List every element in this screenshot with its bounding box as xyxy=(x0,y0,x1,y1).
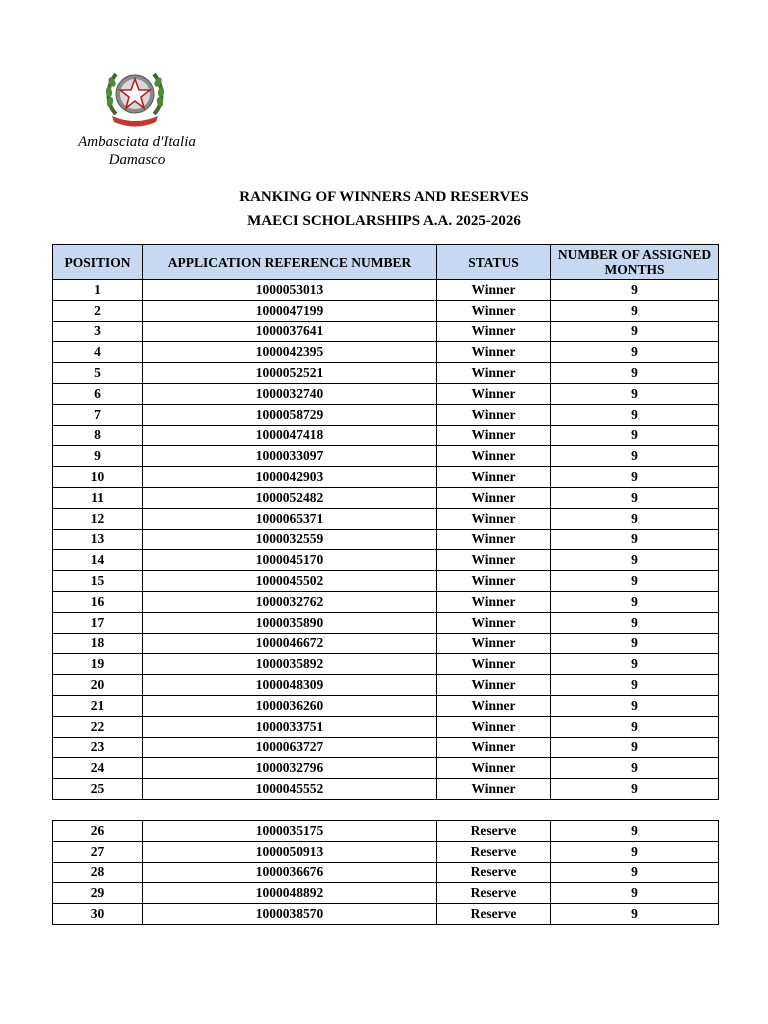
cell-months: 9 xyxy=(551,821,719,842)
cell-position: 13 xyxy=(53,529,143,550)
column-header-status: STATUS xyxy=(437,245,551,280)
table-row xyxy=(53,363,719,384)
cell-months: 9 xyxy=(551,508,719,529)
cell-reference-number: 1000033097 xyxy=(143,446,437,467)
cell-position: 5 xyxy=(53,363,143,384)
cell-position: 16 xyxy=(53,591,143,612)
cell-status: Winner xyxy=(437,591,551,612)
cell-months: 9 xyxy=(551,425,719,446)
cell-status: Winner xyxy=(437,529,551,550)
table-row xyxy=(53,321,719,342)
cell-months: 9 xyxy=(551,300,719,321)
cell-status: Winner xyxy=(437,446,551,467)
cell-position: 8 xyxy=(53,425,143,446)
cell-reference-number: 1000042903 xyxy=(143,467,437,488)
cell-reference-number: 1000048892 xyxy=(143,883,437,904)
cell-months: 9 xyxy=(551,633,719,654)
cell-position: 23 xyxy=(53,737,143,758)
table-row xyxy=(53,425,719,446)
cell-reference-number: 1000036676 xyxy=(143,862,437,883)
table-row xyxy=(53,675,719,696)
cell-status: Winner xyxy=(437,321,551,342)
cell-position: 3 xyxy=(53,321,143,342)
cell-months: 9 xyxy=(551,571,719,592)
cell-position: 22 xyxy=(53,716,143,737)
cell-reference-number: 1000053013 xyxy=(143,280,437,301)
cell-months: 9 xyxy=(551,716,719,737)
cell-months: 9 xyxy=(551,695,719,716)
document-title xyxy=(0,186,768,234)
cell-reference-number: 1000048309 xyxy=(143,675,437,696)
cell-status: Reserve xyxy=(437,862,551,883)
cell-months: 9 xyxy=(551,675,719,696)
cell-months: 9 xyxy=(551,779,719,800)
table-row xyxy=(53,383,719,404)
embassy-line-2: Damasco xyxy=(108,152,166,168)
table-row xyxy=(53,487,719,508)
cell-months: 9 xyxy=(551,467,719,488)
cell-reference-number: 1000050913 xyxy=(143,841,437,862)
table-row xyxy=(53,529,719,550)
cell-position: 10 xyxy=(53,467,143,488)
cell-reference-number: 1000047418 xyxy=(143,425,437,446)
table-row xyxy=(53,695,719,716)
cell-status: Reserve xyxy=(437,841,551,862)
cell-position: 21 xyxy=(53,695,143,716)
table-header-row xyxy=(53,245,719,280)
cell-months: 9 xyxy=(551,904,719,925)
cell-reference-number: 1000035892 xyxy=(143,654,437,675)
cell-status: Winner xyxy=(437,280,551,301)
cell-reference-number: 1000045552 xyxy=(143,779,437,800)
table-row xyxy=(53,633,719,654)
cell-months: 9 xyxy=(551,883,719,904)
table-row xyxy=(53,758,719,779)
cell-position: 6 xyxy=(53,383,143,404)
cell-months: 9 xyxy=(551,591,719,612)
cell-reference-number: 1000058729 xyxy=(143,404,437,425)
cell-reference-number: 1000036260 xyxy=(143,695,437,716)
cell-status: Winner xyxy=(437,737,551,758)
cell-position: 29 xyxy=(53,883,143,904)
cell-months: 9 xyxy=(551,404,719,425)
cell-status: Winner xyxy=(437,654,551,675)
cell-reference-number: 1000035890 xyxy=(143,612,437,633)
table-row xyxy=(53,550,719,571)
cell-position: 26 xyxy=(53,821,143,842)
table-row xyxy=(53,904,719,925)
cell-position: 19 xyxy=(53,654,143,675)
cell-position: 7 xyxy=(53,404,143,425)
cell-months: 9 xyxy=(551,862,719,883)
cell-reference-number: 1000045170 xyxy=(143,550,437,571)
cell-status: Winner xyxy=(437,363,551,384)
table-row xyxy=(53,446,719,467)
cell-status: Reserve xyxy=(437,883,551,904)
cell-position: 9 xyxy=(53,446,143,467)
cell-months: 9 xyxy=(551,654,719,675)
cell-position: 27 xyxy=(53,841,143,862)
cell-status: Winner xyxy=(437,550,551,571)
cell-reference-number: 1000037641 xyxy=(143,321,437,342)
table-row xyxy=(53,467,719,488)
embassy-line-1: Ambasciata d'Italia xyxy=(78,134,196,150)
cell-reference-number: 1000032559 xyxy=(143,529,437,550)
table-row xyxy=(53,883,719,904)
cell-reference-number: 1000052482 xyxy=(143,487,437,508)
table-row xyxy=(53,342,719,363)
cell-position: 12 xyxy=(53,508,143,529)
table-row xyxy=(53,404,719,425)
cell-months: 9 xyxy=(551,383,719,404)
table-row xyxy=(53,716,719,737)
cell-months: 9 xyxy=(551,342,719,363)
cell-position: 28 xyxy=(53,862,143,883)
table-row xyxy=(53,862,719,883)
column-header-months: NUMBER OF ASSIGNED MONTHS xyxy=(551,245,719,280)
cell-status: Winner xyxy=(437,779,551,800)
cell-status: Winner xyxy=(437,633,551,654)
cell-status: Winner xyxy=(437,342,551,363)
cell-months: 9 xyxy=(551,280,719,301)
cell-status: Winner xyxy=(437,425,551,446)
cell-reference-number: 1000038570 xyxy=(143,904,437,925)
cell-status: Winner xyxy=(437,695,551,716)
cell-position: 14 xyxy=(53,550,143,571)
cell-status: Reserve xyxy=(437,821,551,842)
cell-reference-number: 1000052521 xyxy=(143,363,437,384)
cell-position: 18 xyxy=(53,633,143,654)
cell-months: 9 xyxy=(551,737,719,758)
cell-months: 9 xyxy=(551,487,719,508)
italian-republic-emblem-icon xyxy=(104,66,166,132)
cell-position: 24 xyxy=(53,758,143,779)
cell-status: Winner xyxy=(437,612,551,633)
cell-status: Winner xyxy=(437,571,551,592)
cell-position: 25 xyxy=(53,779,143,800)
cell-status: Winner xyxy=(437,404,551,425)
cell-months: 9 xyxy=(551,550,719,571)
cell-position: 20 xyxy=(53,675,143,696)
cell-status: Winner xyxy=(437,716,551,737)
table-row xyxy=(53,300,719,321)
cell-reference-number: 1000033751 xyxy=(143,716,437,737)
cell-status: Reserve xyxy=(437,904,551,925)
cell-position: 1 xyxy=(53,280,143,301)
table-row xyxy=(53,280,719,301)
column-header-position: POSITION xyxy=(53,245,143,280)
table-row xyxy=(53,654,719,675)
title-line-2: MAECI SCHOLARSHIPS A.A. 2025-2026 xyxy=(247,213,521,229)
cell-status: Winner xyxy=(437,758,551,779)
embassy-name xyxy=(62,133,212,169)
cell-status: Winner xyxy=(437,508,551,529)
cell-reference-number: 1000045502 xyxy=(143,571,437,592)
reserves-table xyxy=(52,820,719,925)
cell-position: 30 xyxy=(53,904,143,925)
cell-reference-number: 1000063727 xyxy=(143,737,437,758)
cell-reference-number: 1000047199 xyxy=(143,300,437,321)
cell-reference-number: 1000065371 xyxy=(143,508,437,529)
cell-status: Winner xyxy=(437,467,551,488)
cell-months: 9 xyxy=(551,321,719,342)
cell-months: 9 xyxy=(551,363,719,384)
cell-status: Winner xyxy=(437,487,551,508)
cell-months: 9 xyxy=(551,758,719,779)
table-row xyxy=(53,821,719,842)
column-header-reference: APPLICATION REFERENCE NUMBER xyxy=(143,245,437,280)
cell-position: 11 xyxy=(53,487,143,508)
cell-status: Winner xyxy=(437,675,551,696)
cell-months: 9 xyxy=(551,612,719,633)
cell-months: 9 xyxy=(551,529,719,550)
table-row xyxy=(53,508,719,529)
cell-status: Winner xyxy=(437,300,551,321)
cell-reference-number: 1000032740 xyxy=(143,383,437,404)
cell-reference-number: 1000032796 xyxy=(143,758,437,779)
table-row xyxy=(53,779,719,800)
table-row xyxy=(53,591,719,612)
cell-status: Winner xyxy=(437,383,551,404)
cell-position: 17 xyxy=(53,612,143,633)
cell-reference-number: 1000035175 xyxy=(143,821,437,842)
cell-position: 15 xyxy=(53,571,143,592)
cell-position: 2 xyxy=(53,300,143,321)
table-row xyxy=(53,571,719,592)
cell-reference-number: 1000032762 xyxy=(143,591,437,612)
table-row xyxy=(53,841,719,862)
cell-reference-number: 1000046672 xyxy=(143,633,437,654)
cell-months: 9 xyxy=(551,841,719,862)
cell-position: 4 xyxy=(53,342,143,363)
winners-table xyxy=(52,244,719,800)
table-row xyxy=(53,612,719,633)
title-line-1: RANKING OF WINNERS AND RESERVES xyxy=(239,189,529,205)
cell-months: 9 xyxy=(551,446,719,467)
table-row xyxy=(53,737,719,758)
cell-reference-number: 1000042395 xyxy=(143,342,437,363)
